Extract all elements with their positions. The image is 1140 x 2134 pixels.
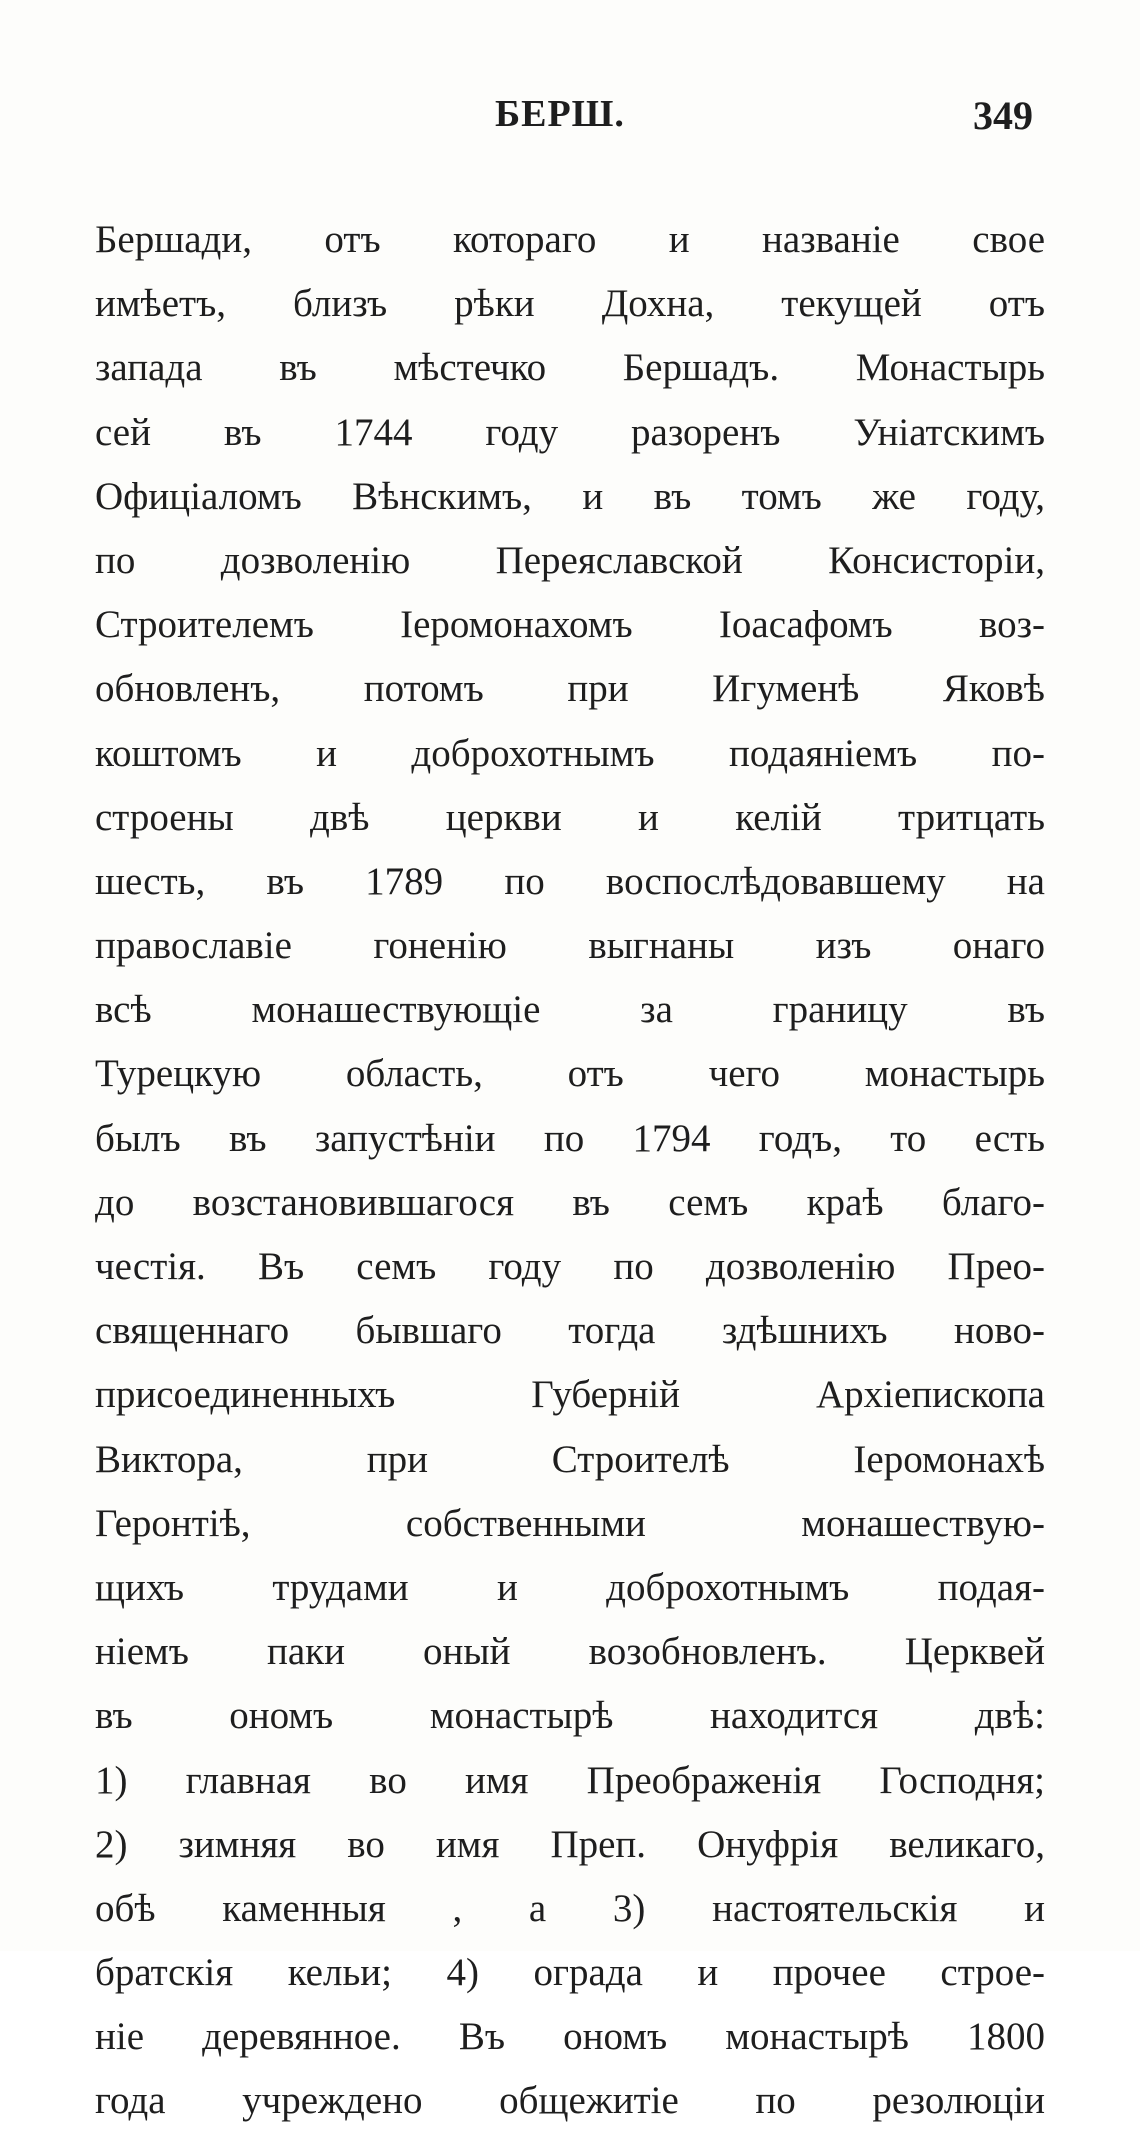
- text-line: щихъ трудами и доброхотнымъ подая-: [95, 1565, 1045, 1609]
- text-line: Турецкую область, отъ чего монастырь: [95, 1052, 1045, 1096]
- text-line: коштомъ и доброхотнымъ подаяніемъ по-: [95, 731, 1045, 775]
- text-line: 1) главная во имя Преображенія Господня;: [95, 1758, 1045, 1802]
- text-line: имѣетъ, близъ рѣки Дохна, текущей отъ: [95, 282, 1045, 326]
- text-line: по дозволенію Переяславской Консисторіи,: [95, 538, 1045, 582]
- text-line: обновленъ, потомъ при Игуменѣ Яковѣ: [95, 667, 1045, 711]
- text-line: въ ономъ монастырѣ находится двѣ:: [95, 1694, 1045, 1738]
- running-head: [95, 92, 1045, 142]
- text-line: строены двѣ церкви и келій тритцать: [95, 795, 1045, 839]
- text-line: до возстановившагося въ семъ краѣ благо-: [95, 1180, 1045, 1224]
- text-line: честія. Въ семъ году по дозволенію Прео-: [95, 1245, 1045, 1288]
- text-line: Бершади, отъ котораго и названіе свое: [95, 218, 1045, 261]
- text-line: Строителемъ Іеромонахомъ Іоасафомъ воз-: [95, 603, 1045, 647]
- text-line: ніе деревянное. Въ ономъ монастырѣ 1800: [95, 2015, 1045, 2059]
- text-line: Виктора, при Строителѣ Іеромонахѣ: [95, 1437, 1045, 1481]
- running-head-title: БЕРШ.: [495, 93, 625, 135]
- text-line: Геронтіѣ, собственными монашествую-: [95, 1501, 1045, 1545]
- body-text: [95, 208, 1045, 2134]
- text-line: православіе гоненію выгнаны изъ онаго: [95, 924, 1045, 968]
- text-line: присоединенныхъ Губерній Архіепископа: [95, 1373, 1045, 1417]
- text-line: братскія кельи; 4) ограда и прочее строе-: [95, 1951, 1045, 1995]
- page-number: 349: [973, 93, 1033, 138]
- text-line: года учреждено общежитіе по резолюціи: [95, 2079, 1045, 2123]
- text-line: обѣ каменныя , а 3) настоятельскія и: [95, 1886, 1045, 1930]
- text-line: священнаго бывшаго тогда здѣшнихъ ново-: [95, 1309, 1045, 1353]
- text-line: шесть, въ 1789 по воспослѣдовавшему на: [95, 859, 1045, 903]
- text-line: Офиціаломъ Вѣнскимъ, и въ томъ же году,: [95, 474, 1045, 518]
- text-line: сей въ 1744 году разоренъ Уніатскимъ: [95, 410, 1045, 454]
- text-line: запада въ мѣстечко Бершадъ. Монастырь: [95, 346, 1045, 390]
- text-line: всѣ монашествующіе за границу въ: [95, 988, 1045, 1032]
- text-line: былъ въ запустѣніи по 1794 годъ, то есть: [95, 1116, 1045, 1160]
- text-line: 2) зимняя во имя Преп. Онуфрія великаго,: [95, 1822, 1045, 1866]
- text-line: ніемъ паки оный возобновленъ. Церквей: [95, 1630, 1045, 1674]
